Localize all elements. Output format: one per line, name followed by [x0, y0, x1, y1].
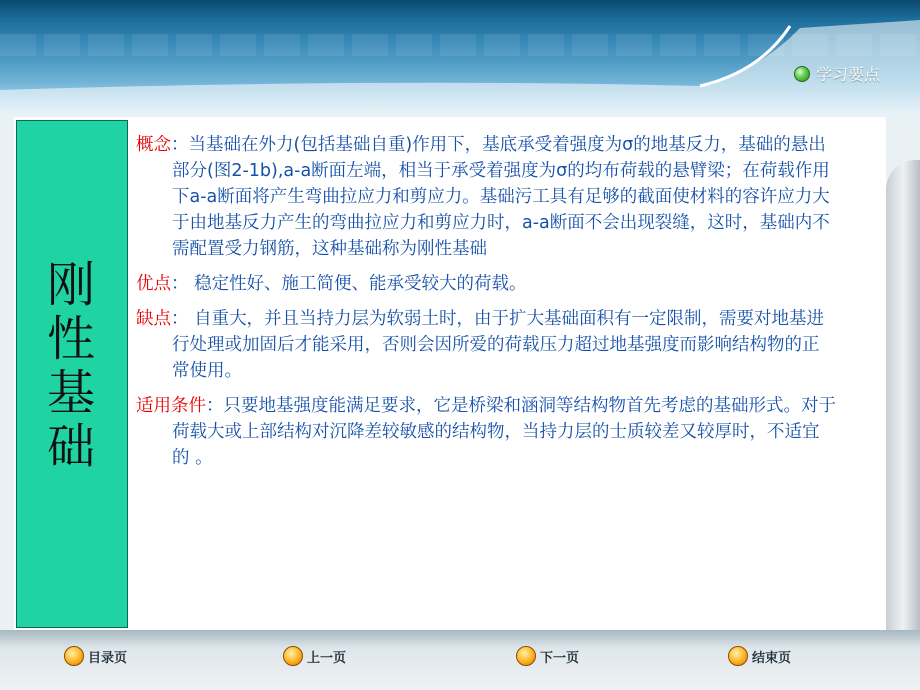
- prev-page-button[interactable]: [283, 646, 346, 666]
- toc-label: 目录页: [88, 650, 128, 666]
- paragraph-conditions: [136, 393, 836, 471]
- end-page-button[interactable]: [728, 646, 791, 666]
- sidebar-title: 刚 性 基 础: [46, 257, 95, 475]
- term-conditions: 适用条件: [136, 396, 206, 416]
- main-content: [136, 132, 836, 480]
- paragraph-disadvantages: [136, 306, 836, 384]
- orange-circle-icon: [283, 646, 303, 666]
- term-advantages: 优点: [136, 274, 171, 294]
- toc-button[interactable]: [64, 646, 127, 666]
- header-banner: [0, 0, 920, 116]
- paragraph-concept: [136, 132, 836, 262]
- end-page-label: 结束页: [752, 650, 792, 666]
- prev-page-label: 上一页: [307, 650, 347, 666]
- next-page-button[interactable]: [516, 646, 579, 666]
- next-page-label: 下一页: [540, 650, 580, 666]
- text-advantages: ： 稳定性好、施工简便、能承受较大的荷载。: [171, 274, 527, 294]
- term-disadvantages: 缺点: [136, 309, 171, 329]
- text-disadvantages: ： 自重大，并且当持力层为软弱土时，由于扩大基础面积有一定限制，需要对地基进行处理或加固后才能采用，否则会因所爱的荷载压力超过地基强度而影响结构物的正常使用。: [171, 309, 825, 381]
- study-points-link[interactable]: [794, 62, 880, 85]
- orange-circle-icon: [64, 646, 84, 666]
- text-conditions: ：只要地基强度能满足要求，它是桥梁和涵洞等结构物首先考虑的基础形式。对于荷载大或上部结构对沉降差较敏感的结构物，当持力层的士质较差又较厚时，不适宜的 。: [172, 396, 836, 468]
- header-curve-decoration: [0, 0, 920, 116]
- orange-circle-icon: [728, 646, 748, 666]
- paragraph-advantages: [136, 271, 836, 297]
- study-points-label: 学习要点: [815, 65, 880, 84]
- orange-circle-icon: [516, 646, 536, 666]
- text-concept: ：当基础在外力(包括基础自重)作用下，基底承受着强度为σ的地基反力，基础的悬出部分(图2-1b),a-a断面左端，相当于承受着强度为σ的均布荷载的悬臂梁；在荷载作用下a-a断面将产生弯曲拉应力和剪应力。基础污工具有足够的截面使材料的容许应力大于由地基反力产生的弯曲拉应力和剪应力时，a-a断面不会出现裂缝，这时，基础内不需配置受力钢筋，这种基础称为刚性基础: [171, 135, 830, 259]
- term-concept: 概念: [136, 135, 171, 155]
- right-rail-decoration: [886, 160, 920, 640]
- green-dot-icon: [794, 66, 810, 82]
